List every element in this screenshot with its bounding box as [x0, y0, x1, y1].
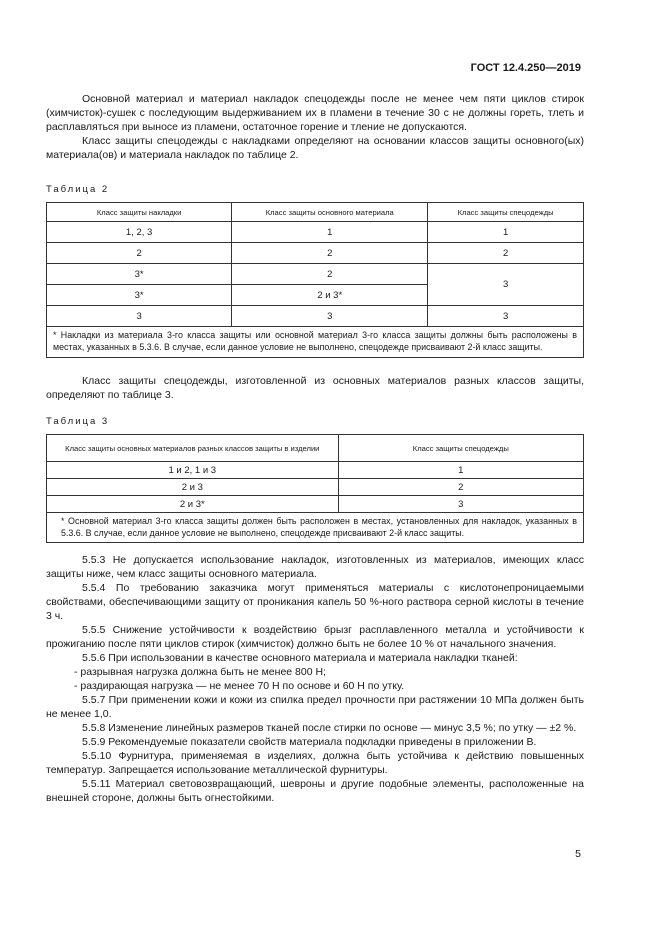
table3-caption: Таблица 3 — [46, 416, 110, 427]
clause-5-5-6: 5.5.6 При использовании в качестве основного материала и материала накладки тканей: — [82, 652, 518, 664]
table-cell: 2 и 3* — [47, 496, 339, 513]
document-header: ГОСТ 12.4.250—2019 — [470, 62, 581, 74]
clause-5-5-4: 5.5.4 По требованию заказчика могут применяться материалы с кислотонепроницаемыми свойствами, обеспечивающими защиту от проникания капель 50 %-ного раствора серной кислоты в течение 3 ч. — [46, 582, 584, 622]
table-row — [47, 243, 584, 264]
intro-paragraph-2: Класс защиты спецодежды с накладками определяют на основании классов защиты основного(ых) материала(ов) и материала накладок по таблице 2. — [46, 135, 584, 161]
table-cell: 3 — [47, 306, 232, 327]
list-item: - раздирающая нагрузка — не менее 70 Н по основе и 60 Н по утку. — [74, 680, 405, 692]
table-cell: 3* — [47, 285, 232, 306]
clause-5-5-9: 5.5.9 Рекомендуемые показатели свойств материала подкладки приведены в приложении В. — [82, 736, 537, 748]
table-cell: 3 — [232, 306, 428, 327]
table-cell: 2 — [47, 243, 232, 264]
table2-header: Класс защиты накладки — [47, 203, 232, 222]
table3-header-row — [47, 435, 584, 462]
table-cell: 2 — [428, 243, 584, 264]
table3-header: Класс защиты спецодежды — [338, 435, 583, 462]
table-row — [47, 496, 584, 513]
list-item: - разрывная нагрузка должна быть не менее 800 Н; — [74, 666, 326, 678]
table-cell: 2 — [338, 479, 583, 496]
table-cell: 2 — [232, 264, 428, 285]
table-row — [47, 264, 584, 285]
table2-header: Класс защиты основного материала — [232, 203, 428, 222]
table2-caption: Таблица 2 — [46, 184, 110, 195]
table-cell: 2 и 3 — [47, 479, 339, 496]
table-row — [47, 306, 584, 327]
clause-5-5-11: 5.5.11 Материал световозвращающий, шевроны и другие подобные элементы, расположенные на внешней стороне, должны быть огнестойкими. — [46, 778, 584, 804]
table-cell: 3 — [338, 496, 583, 513]
table-cell: 3 — [428, 306, 584, 327]
table3-note-row — [47, 513, 584, 543]
table-cell: 2 — [232, 243, 428, 264]
table3-header: Класс защиты основных материалов разных классов защиты в изделии — [47, 435, 339, 462]
table2-note-row — [47, 327, 584, 358]
table-2 — [46, 202, 584, 358]
clause-5-5-7: 5.5.7 При применении кожи и кожи из спилка предел прочности при растяжении 10 МПа должен быть не менее 1,0. — [46, 694, 584, 720]
table-row — [47, 222, 584, 243]
table2-footnote: * Накладки из материала 3-го класса защиты или основной материал 3-го класса защиты должны быть расположены в местах, указанных в 5.3.6. В случае, если данное условие не выполнено, спецодежде присваивают 2-й класс защиты. — [47, 327, 584, 358]
page-content — [46, 92, 584, 805]
table-cell: 1 — [232, 222, 428, 243]
table-cell: 3* — [47, 264, 232, 285]
middle-paragraph: Класс защиты спецодежды, изготовленной из основных материалов разных классов защиты, определяют по таблице 3. — [46, 375, 584, 401]
table-cell: 1 — [428, 222, 584, 243]
clause-5-5-8: 5.5.8 Изменение линейных размеров тканей после стирки по основе — минус 3,5 %; по утку — ±2 %. — [82, 722, 577, 734]
table-cell-merged: 3 — [428, 264, 584, 306]
table-row — [47, 462, 584, 479]
table2-header-row — [47, 203, 584, 222]
table-cell: 1, 2, 3 — [47, 222, 232, 243]
table-cell: 1 — [338, 462, 583, 479]
clause-5-5-5: 5.5.5 Снижение устойчивости к воздействию брызг расплавленного металла и устойчивости к прожиганию после пяти циклов стирок (химчисток) должно быть не более 10 % от начального значения. — [46, 624, 584, 650]
clause-5-5-10: 5.5.10 Фурнитура, применяемая в изделиях, должна быть устойчива к действию повышенных температур. Запрещается использование металлической фурнитуры. — [46, 750, 584, 776]
table-3 — [46, 434, 584, 543]
table2-header: Класс защиты спецодежды — [428, 203, 584, 222]
intro-paragraph-1: Основной материал и материал накладок спецодежды после не менее чем пяти циклов стирок (химчисток)-сушек с последующим выдерживанием их в пламени в течение 30 с не должны гореть, тлеть и расплавляться при выносе из пламени, остаточное горение и тление не допускаются. — [46, 93, 584, 133]
clauses-section — [46, 553, 584, 805]
clause-5-5-3: 5.5.3 Не допускается использование накладок, изготовленных из материалов, имеющих класс защиты ниже, чем класс защиты основного материала. — [46, 554, 584, 580]
table-row — [47, 479, 584, 496]
page-number: 5 — [575, 848, 581, 860]
table3-footnote: * Основной материал 3-го класса защиты должен быть расположен в местах, установленных для накладок, указанных в 5.3.6. В случае, если данное условие не выполнено, спецодежде присваивают 2-й класс защиты. — [47, 513, 584, 543]
table-cell: 2 и 3* — [232, 285, 428, 306]
table-cell: 1 и 2, 1 и 3 — [47, 462, 339, 479]
